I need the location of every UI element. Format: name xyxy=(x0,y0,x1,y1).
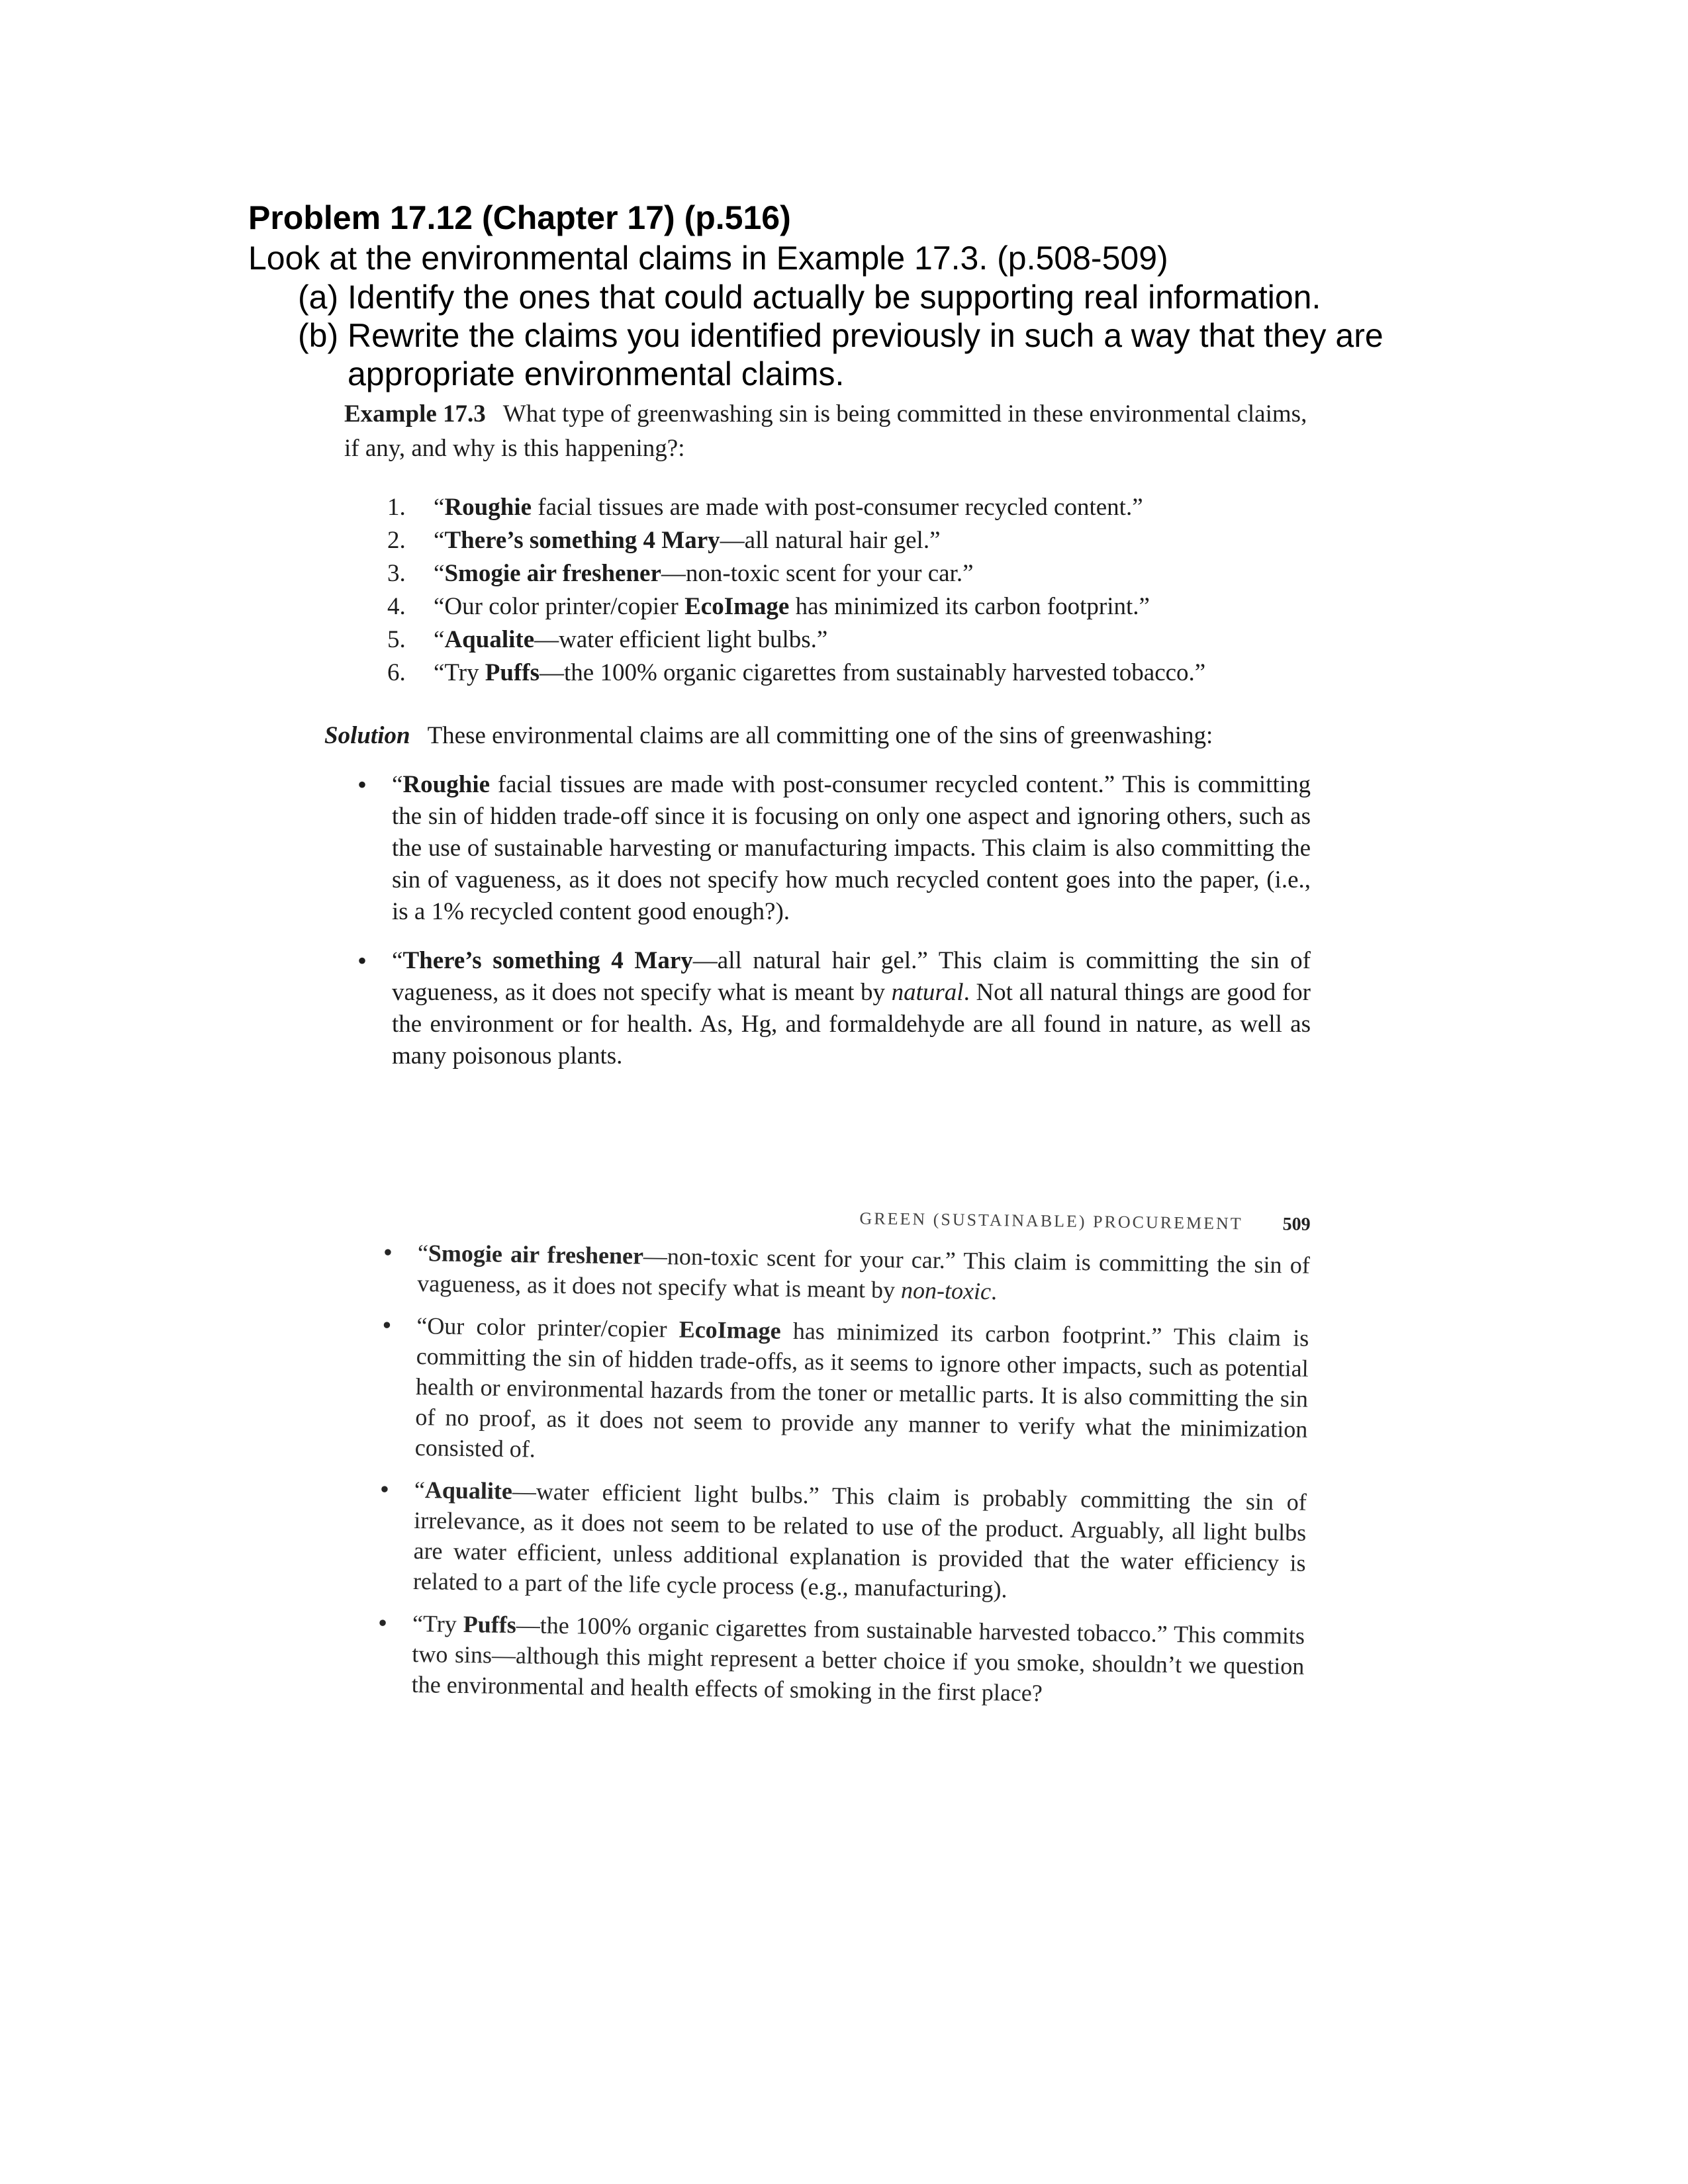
solution-brand: Roughie xyxy=(402,771,491,798)
claim-item xyxy=(387,657,1311,690)
example-label: Example 17.3 xyxy=(344,400,486,428)
bullet-icon: • xyxy=(357,770,367,799)
solution-open: “Try xyxy=(412,1610,464,1638)
claim-rest: —the 100% organic cigarettes from sustainably harvested tobacco.” xyxy=(539,659,1206,686)
claim-open: “ xyxy=(434,527,445,554)
problem-part-b xyxy=(248,316,1506,393)
solution-text-tail: . xyxy=(990,1278,998,1305)
claim-brand: Aqualite xyxy=(444,626,535,653)
problem-part-a-text: Identify the ones that could actually be supporting real information. xyxy=(348,279,1321,316)
solution-item xyxy=(383,1237,1310,1311)
solution-text-tail: . Not all natural things are good for the environment or for health. As, Hg, and formaldehyde are all found in nature, as well as many poisonous plants. xyxy=(392,979,1311,1069)
solution-emphasis: natural xyxy=(891,979,964,1006)
problem-part-b-label: (b) xyxy=(298,317,339,354)
solution-item xyxy=(357,769,1311,928)
bullet-icon: • xyxy=(357,946,367,976)
problem-header xyxy=(248,197,1506,393)
bullet-icon: • xyxy=(382,1310,392,1340)
running-head-title: GREEN (SUSTAINABLE) PROCUREMENT xyxy=(859,1208,1243,1234)
solution-text: —all natural hair gel.” This claim is committing the sin of vagueness, as it does not specify what is meant by xyxy=(392,947,1311,1006)
claim-number: 4. xyxy=(387,593,406,620)
running-head xyxy=(371,1201,1311,1236)
claim-open: “ xyxy=(434,560,445,587)
problem-title: Problem 17.12 (Chapter 17) (p.516) xyxy=(248,199,791,236)
claim-number: 1. xyxy=(387,494,406,521)
claim-rest: facial tissues are made with post-consumer recycled content.” xyxy=(532,494,1143,521)
solution-intro xyxy=(324,720,1311,752)
solution-open: “ xyxy=(417,1239,429,1267)
solution-items-upper xyxy=(344,769,1311,1072)
claim-number: 3. xyxy=(387,560,406,587)
solution-item xyxy=(380,1310,1309,1475)
claim-brand: There’s something 4 Mary xyxy=(444,527,720,554)
solution-item xyxy=(377,1608,1305,1712)
solution-text: —water efficient light bulbs.” This claim is probably committing the sin of irrelevance, as it does not seem to be related to use of the product. Arguably, all light bulbs are water efficient, unless additional explanation is provided that the water efficiency is related to a part of the life cycle process (e.g., manufacturing). xyxy=(412,1478,1307,1603)
claim-rest: —all natural hair gel.” xyxy=(720,527,941,554)
problem-part-b-text: Rewrite the claims you identified previously in such a way that they are appropriate environmental claims. xyxy=(348,317,1383,392)
solution-text: facial tissues are made with post-consumer recycled content.” This is committing the sin of hidden trade-off since it is focusing on only one aspect and ignoring others, such as the use of sustainable harvesting or manufacturing impacts. This claim is also committing the sin of vagueness, as it does not specify how much recycled content goes into the paper, (i.e., is a 1% recycled content good enough?). xyxy=(392,771,1311,925)
claim-brand: Smogie air freshener xyxy=(444,560,661,587)
claim-item xyxy=(387,590,1311,623)
solution-intro-text: These environmental claims are all committing one of the sins of greenwashing: xyxy=(427,722,1213,749)
claim-open: “Our color printer/copier xyxy=(434,593,685,620)
solution-brand: EcoImage xyxy=(679,1316,781,1344)
solution-brand: Aqualite xyxy=(424,1477,513,1505)
scanned-excerpt-upper xyxy=(324,397,1311,1072)
claim-item xyxy=(387,557,1311,590)
claim-item xyxy=(387,623,1311,657)
claim-number: 5. xyxy=(387,626,406,653)
example-block xyxy=(344,397,1311,466)
example-question: What type of greenwashing sin is being committed in these environmental claims, if any, and why is this happening?: xyxy=(344,400,1307,462)
page-number: 509 xyxy=(1282,1214,1311,1235)
claim-rest: —non-toxic scent for your car.” xyxy=(661,560,974,587)
claim-open: “ xyxy=(434,494,445,521)
problem-part-a xyxy=(248,278,1506,316)
solution-items-lower xyxy=(364,1237,1311,1712)
claim-rest: —water efficient light bulbs.” xyxy=(534,626,828,653)
solution-emphasis: non-toxic xyxy=(900,1277,992,1305)
solution-item xyxy=(379,1474,1307,1609)
claim-rest: has minimized its carbon footprint.” xyxy=(789,593,1150,620)
bullet-icon: • xyxy=(379,1474,390,1504)
problem-part-a-label: (a) xyxy=(298,279,339,316)
solution-brand: Puffs xyxy=(463,1611,517,1639)
solution-open: “Our color printer/copier xyxy=(416,1312,680,1343)
problem-intro: Look at the environmental claims in Example 17.3. (p.508-509) xyxy=(248,240,1168,277)
bullet-icon: • xyxy=(383,1237,393,1267)
claim-open: “ xyxy=(434,626,445,653)
claim-open: “Try xyxy=(434,659,485,686)
solution-item xyxy=(357,945,1311,1072)
claim-number: 6. xyxy=(387,659,406,686)
claim-item xyxy=(387,524,1311,557)
claim-number: 2. xyxy=(387,527,406,554)
solution-open: “ xyxy=(392,771,403,798)
solution-brand: There’s something 4 Mary xyxy=(402,947,693,974)
solution-label: Solution xyxy=(324,722,410,749)
claim-brand: Roughie xyxy=(444,494,532,521)
solution-text: has minimized its carbon footprint.” This claim is committing the sin of hidden trade-offs, as it seems to ignore other impacts, such as potential health or environmental hazards from the toner or metallic parts. It is also committing the sin of no proof, as it does not seem to provide any manner to verify what the minimization consisted of. xyxy=(414,1317,1309,1463)
solution-text: —non-toxic scent for your car.” This claim is committing the sin of vagueness, as it does not specify what is meant by xyxy=(416,1242,1311,1304)
scanned-excerpt-lower xyxy=(364,1201,1311,1712)
claims-list xyxy=(344,491,1311,690)
claim-brand: EcoImage xyxy=(684,593,790,620)
solution-brand: Smogie air freshener xyxy=(428,1240,644,1269)
solution-text: —the 100% organic cigarettes from sustainable harvested tobacco.” This commits two sins—although this might represent a better choice if you smoke, shouldn’t we question the environmental and health effects of smoking in the first place? xyxy=(411,1612,1305,1707)
bullet-icon: • xyxy=(377,1608,388,1638)
claim-item xyxy=(387,491,1311,524)
solution-open: “ xyxy=(392,947,403,974)
solution-open: “ xyxy=(414,1476,426,1504)
claim-brand: Puffs xyxy=(485,659,540,686)
